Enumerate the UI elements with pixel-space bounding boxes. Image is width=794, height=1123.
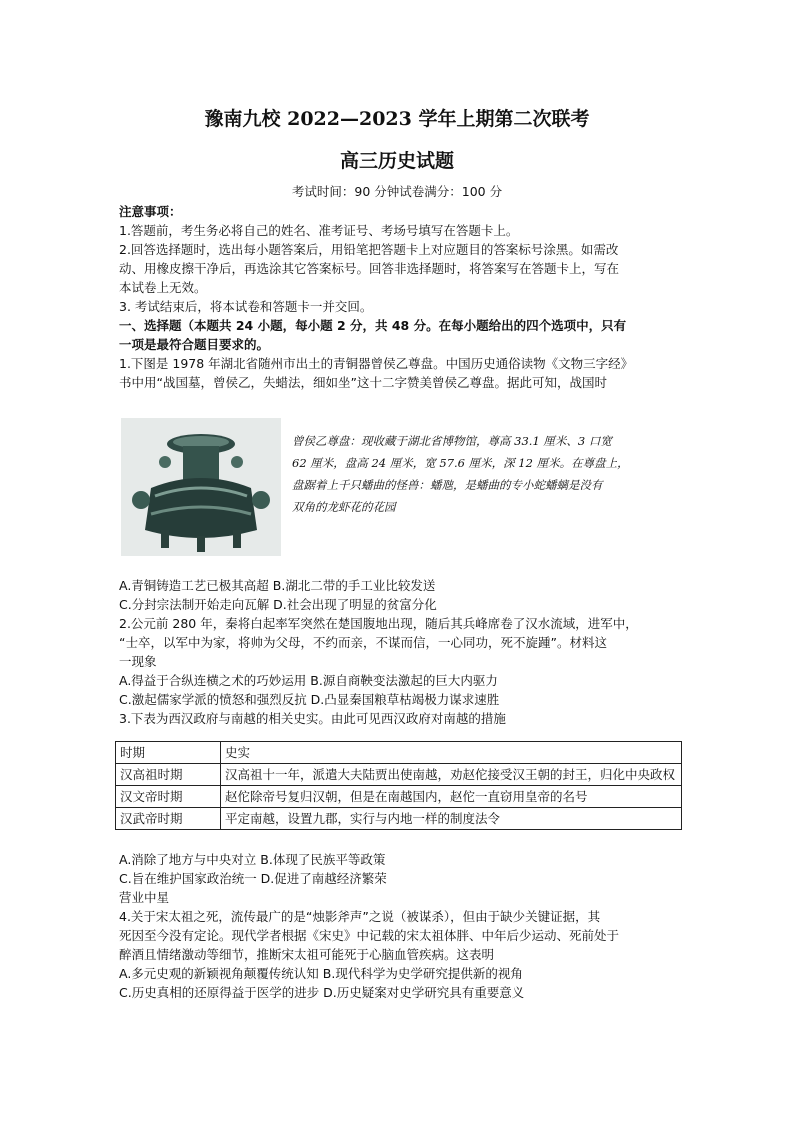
q1-option: A.青铜铸造工艺已极其高超 B.湖北二带的手工业比较发送 bbox=[119, 578, 436, 593]
q2-stem: “士卒，以军中为家，将帅为父母，不约而亲，不谋而信，一心同功，死不旋踵”。材料这 bbox=[119, 635, 607, 650]
q1-option: C.分封宗法制开始走向瓦解 D.社会出现了明显的贫富分化 bbox=[119, 597, 437, 612]
q3-option: C.旨在维护国家政治统一 D.促进了南越经济繁荣 bbox=[119, 871, 387, 886]
section-heading: 一、选择题（本题共 24 小题，每小题 2 分，共 48 分。在每小题给出的四个选项中，只有 bbox=[119, 318, 627, 333]
question-block bbox=[119, 576, 689, 728]
image-caption bbox=[292, 430, 690, 518]
q4-stem: 4.关于宋太祖之死，流传最广的是“烛影斧声”之说（被谋杀），但由于缺少关键证据，其 bbox=[119, 909, 601, 924]
q3-option: A.消除了地方与中央对立 B.体现了民族平等政策 bbox=[119, 852, 386, 867]
exam-subtitle: 高三历史试题 bbox=[339, 150, 454, 172]
q4-stem: 醉酒且情绪激动等细节，推断宋太祖可能死于心脑血管疾病。这表明 bbox=[119, 947, 495, 962]
history-table bbox=[115, 741, 682, 830]
notice-line: 动、用橡皮擦干净后，再选涂其它答案标号。回答非选择题时，将答案写在答题卡上，写在 bbox=[119, 261, 620, 276]
caption-line: 曾侯乙尊盘：现收藏于湖北省博物馆，尊高 33.1 厘米、3 口宽 bbox=[292, 434, 612, 448]
q3-stem: 3.下表为西汉政府与南越的相关史实。由此可见西汉政府对南越的措施 bbox=[119, 711, 506, 726]
table-cell: 汉文帝时期 bbox=[116, 786, 221, 808]
table-cell: 平定南越，设置九郡，实行与内地一样的制度法令 bbox=[221, 808, 682, 830]
notice-line: 本试卷上无效。 bbox=[119, 280, 207, 295]
notice-heading: 注意事项： bbox=[119, 204, 182, 219]
q4-option: A.多元史观的新颖视角颠覆传统认知 B.现代科学为史学研究提供新的视角 bbox=[119, 966, 523, 981]
table-row bbox=[116, 786, 682, 808]
notice-line: 2.回答选择题时，选出每小题答案后，用铅笔把答题卡上对应题目的答案标号涂黑。如需改 bbox=[119, 242, 619, 257]
q2-stem: 一现象 bbox=[119, 654, 157, 669]
notice-line: 1.答题前，考生务必将自己的姓名、准考证号、考场号填写在答题卡上。 bbox=[119, 223, 519, 238]
exam-info: 考试时间：90 分钟试卷满分：100 分 bbox=[291, 184, 503, 199]
table-cell: 汉武帝时期 bbox=[116, 808, 221, 830]
table-row bbox=[116, 764, 682, 786]
table-cell: 汉高祖十一年，派遣大夫陆贾出使南越，劝赵佗接受汉王朝的封王，归化中央政权 bbox=[221, 764, 682, 786]
section-heading: 一项是最符合题目要求的。 bbox=[119, 337, 270, 352]
q1-stem: 书中用“战国墓，曾侯乙，失蜡法，细如坐”这十二字赞美曾侯乙尊盘。据此可知，战国时 bbox=[119, 375, 607, 390]
notice-block bbox=[119, 202, 689, 392]
bronze-vessel-icon bbox=[121, 418, 281, 556]
notice-line: 3. 考试结束后，将本试卷和答题卡一并交回。 bbox=[119, 299, 373, 314]
question-block bbox=[119, 850, 689, 1002]
q2-option: A.得益于合纵连横之术的巧妙运用 B.源自商鞅变法激起的巨大内驱力 bbox=[119, 673, 498, 688]
table-header: 时期 bbox=[116, 742, 221, 764]
table-header-row bbox=[116, 742, 682, 764]
table-cell: 赵佗除帝号复归汉朝，但是在南越国内，赵佗一直窃用皇帝的名号 bbox=[221, 786, 682, 808]
caption-line: 62 厘米，盘高 24 厘米，宽 57.6 厘米，深 12 厘米。在尊盘上， bbox=[292, 456, 629, 470]
q2-stem: 2.公元前 280 年，秦将白起率军突然在楚国腹地出现，随后其兵峰席卷了汉水流域，进军中， bbox=[119, 616, 638, 631]
bronze-vessel-photo bbox=[121, 418, 281, 556]
table-row bbox=[116, 808, 682, 830]
caption-line: 盘踞着上千只蟠曲的怪兽：蟠虺，是蟠曲的专小蛇蟠螭是没有 bbox=[292, 478, 603, 492]
table-cell: 汉高祖时期 bbox=[116, 764, 221, 786]
table-header: 史实 bbox=[221, 742, 682, 764]
caption-line: 双角的龙虾花的花园 bbox=[292, 500, 396, 514]
q2-option: C.激起儒家学派的愤怒和强烈反抗 D.凸显秦国粮草枯竭极力谋求速胜 bbox=[119, 692, 500, 707]
stray-text: 营业中星 bbox=[119, 890, 170, 905]
q1-stem: 1.下图是 1978 年湖北省随州市出土的青铜器曾侯乙尊盘。中国历史通俗读物《文物三字经》 bbox=[119, 356, 634, 371]
exam-title: 豫南九校 2022—2023 学年上期第二次联考 bbox=[204, 108, 590, 130]
q4-option: C.历史真相的还原得益于医学的进步 D.历史疑案对史学研究具有重要意义 bbox=[119, 985, 525, 1000]
q4-stem: 死因至今没有定论。现代学者根据《宋史》中记载的宋太祖体胖、中年后少运动、死前处于 bbox=[119, 928, 620, 943]
